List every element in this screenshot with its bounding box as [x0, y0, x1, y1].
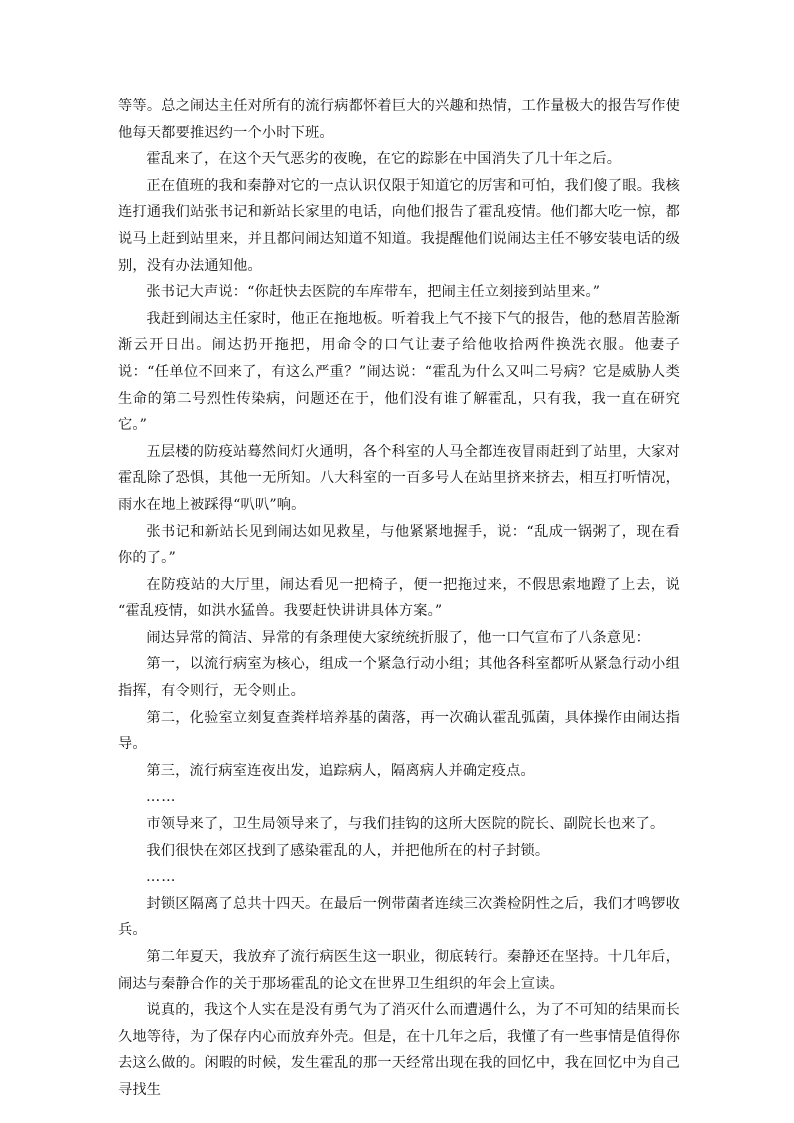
- paragraph: 说真的，我这个人实在是没有勇气为了消灭什么而遭遇什么，为了不可知的结果而长久地等待，为了保存内心而放弃外壳。但是，在十几年之后，我懂了有一些事情是值得你去这么做的。闲暇的时候，发生霍乱的那一天经常出现在我的回忆中，我在回忆中为自己寻找生: [118, 1002, 680, 1098]
- paragraph: 封锁区隔离了总共十四天。在最后一例带菌者连续三次粪检阴性之后，我们才鸣锣收兵。: [118, 895, 680, 939]
- paragraph: 霍乱来了，在这个天气恶劣的夜晚，在它的踪影在中国消失了几十年之后。: [146, 151, 622, 168]
- paragraph: 第二年夏天，我放弃了流行病医生这一职业，彻底转行。秦静还在坚持。十几年后，闹达与秦静合作的关于那场霍乱的论文在世界卫生组织的年会上宣读。: [118, 949, 680, 992]
- body-text: [118, 93, 680, 1104]
- paragraph: 闹达异常的简洁、异常的有条理使大家统统折服了，他一口气宣布了八条意见：: [146, 629, 650, 646]
- paragraph: 我赶到闹达主任家时，他正在拖地板。听着我上气不接下气的报告，他的愁眉苦脸渐渐云开日出。闹达扔开拖把，用命令的口气让妻子给他收拾两件换洗衣服。他妻子说：“任单位不回来了，有这么严重？”闹达说：“霍乱为什么又叫二号病？它是威胁人类生命的第二号烈性传染病，问题还在于，他们没有谁了解霍乱，只有我，我一直在研究它。”: [118, 310, 680, 434]
- paragraph: 张书记大声说：“你赶快去医院的车库带车，把闹主任立刻接到站里来。”: [146, 284, 601, 301]
- paragraph: 张书记和新站长见到闹达如见救星，与他紧紧地握手，说：“乱成一锅粥了，现在看你的了。”: [118, 523, 680, 567]
- ellipsis-line: ……: [146, 869, 177, 886]
- paragraph: 五层楼的防疫站蓦然间灯火通明，各个科室的人马全都连夜冒雨赶到了站里，大家对霍乱除了恐惧，其他一无所知。八大科室的一百多号人在站里挤来挤去，相互打听情况，雨水在地上被踩得“叭叭”响。: [118, 443, 680, 513]
- paragraph: 第二，化验室立刻复查粪样培养基的菌落，再一次确认霍乱弧菌，具体操作由闹达指导。: [118, 709, 680, 753]
- paragraph: 正在值班的我和秦静对它的一点认识仅限于知道它的厉害和可怕，我们傻了眼。我核连打通我们站张书记和新站长家里的电话，向他们报告了霍乱疫情。他们都大吃一惊，都说马上赶到站里来，并且都问闹达知道不知道。我提醒他们说闹达主任不够安装电话的级别，没有办法通知他。: [118, 177, 680, 274]
- ellipsis-line: ……: [146, 789, 177, 806]
- paragraph: 第一，以流行病室为核心，组成一个紧急行动小组；其他各科室都听从紧急行动小组指挥，有令则行，无令则止。: [118, 656, 680, 700]
- paragraph: 市领导来了，卫生局领导来了，与我们挂钩的这所大医院的院长、副院长也来了。: [146, 816, 665, 833]
- paragraph: 第三，流行病室连夜出发，追踪病人，隔离病人并确定疫点。: [146, 762, 535, 779]
- paragraph: 我们很快在郊区找到了感染霍乱的人，并把他所在的村子封锁。: [146, 842, 550, 859]
- paragraph: 等等。总之闹达主任对所有的流行病都怀着巨大的兴趣和热情，工作量极大的报告写作使他每天都要推迟约一个小时下班。: [118, 98, 680, 141]
- paragraph: 在防疫站的大厅里，闹达看见一把椅子，便一把拖过来，不假思索地蹬了上去，说 “霍乱疫情，如洪水猛兽。我要赶快讲讲具体方案。”: [118, 576, 680, 620]
